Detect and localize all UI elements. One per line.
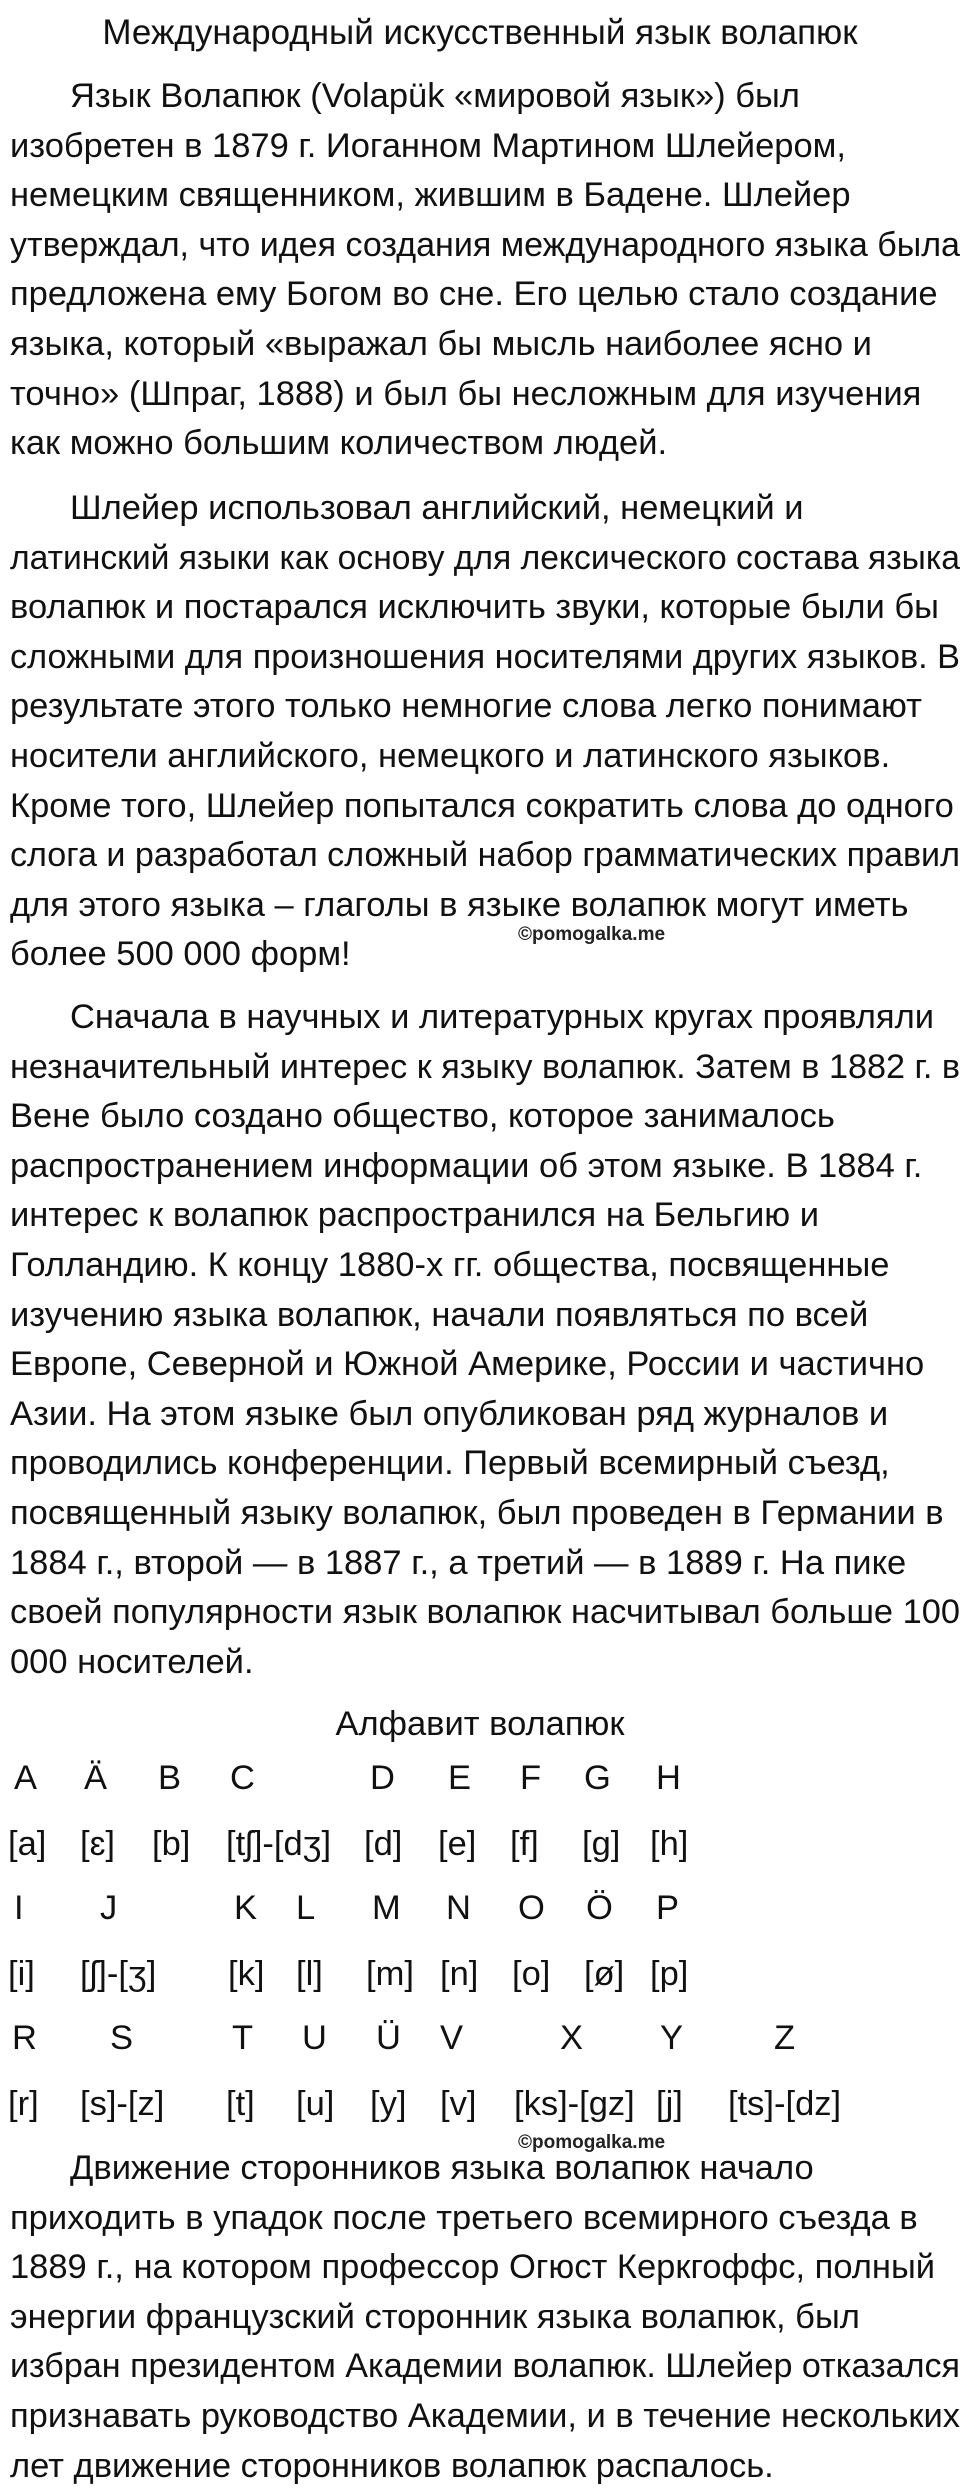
- alphabet-letter: R: [12, 2019, 37, 2057]
- alphabet-sound: [tʃ]-[dʒ]: [226, 1825, 332, 1863]
- paragraph-line: интерес к волапюк распространился на Бельгию и: [10, 1196, 820, 1235]
- alphabet-sound: [d]: [364, 1825, 403, 1863]
- paragraph-line: предложена ему Богом во сне. Его целью стало создание: [10, 275, 938, 314]
- paragraph-line: своей популярности язык волапюк насчитывал больше 100: [10, 1593, 960, 1632]
- alphabet-sound: [l]: [296, 1955, 323, 1993]
- paragraph-line: проводились конференции. Первый всемирный съезд,: [10, 1444, 890, 1483]
- alphabet-title: Алфавит волапюк: [335, 1705, 625, 1743]
- paragraph-line: более 500 000 форм!: [10, 935, 351, 974]
- paragraph-line: Кроме того, Шлейер попытался сократить слова до одного: [10, 786, 954, 825]
- paragraph-line: изобретен в 1879 г. Иоганном Мартином Шлейером,: [10, 126, 846, 165]
- alphabet-sound: [n]: [440, 1955, 479, 1993]
- alphabet-sound: [t]: [226, 2085, 255, 2123]
- watermark: ©pomogalka.me: [518, 2132, 666, 2153]
- alphabet-letter: O: [518, 1889, 545, 1927]
- alphabet-letter: B: [158, 1759, 182, 1797]
- paragraph-line: 1884 г., второй — в 1887 г., а третий — в 1889 г. На пике: [10, 1543, 907, 1582]
- alphabet-letter: U: [302, 2019, 327, 2057]
- alphabet-letter: M: [372, 1889, 401, 1927]
- alphabet-sound: [p]: [650, 1955, 689, 1993]
- alphabet-sound: [g]: [582, 1825, 621, 1863]
- paragraph-line: слога и разработал сложный набор грамматических правил: [10, 836, 960, 875]
- paragraph-line: Европе, Северной и Южной Америке, России и частично: [10, 1345, 925, 1384]
- alphabet-sound: [e]: [438, 1825, 477, 1863]
- paragraph-line: для этого языка – глаголы в языке волапюк могут иметь: [10, 885, 909, 924]
- paragraph-line: распространением информации об этом языке. В 1884 г.: [10, 1146, 923, 1185]
- alphabet-letter: A: [14, 1759, 38, 1797]
- watermark: ©pomogalka.me: [518, 924, 666, 945]
- paragraph-line: Азии. На этом языке был опубликован ряд журналов и: [10, 1394, 889, 1433]
- paragraph-line: признавать руководство Академии, и в течение нескольких: [10, 2396, 960, 2435]
- paragraph-line: посвященный языку волапюк, был проведен в Германии в: [10, 1493, 944, 1532]
- paragraph-line: Вене было создано общество, которое занималось: [10, 1097, 835, 1136]
- paragraph-4: [10, 2144, 960, 2491]
- paragraph-line: как можно большим количеством людей.: [10, 424, 668, 463]
- alphabet-sound: [u]: [296, 2085, 335, 2123]
- paragraph-line: Сначала в научных и литературных кругах проявляли: [70, 998, 935, 1036]
- alphabet-letter: Ü: [376, 2019, 401, 2057]
- alphabet-sound: [k]: [228, 1955, 265, 1993]
- alphabet-letter: P: [656, 1889, 680, 1927]
- paragraph-line: 1889 г., на котором профессор Огюст Керкгоффс, полный: [10, 2248, 936, 2287]
- paragraph-line: незначительный интерес к языку волапюк. Затем в 1882 г. в: [10, 1047, 960, 1086]
- alphabet-letter: I: [14, 1889, 24, 1927]
- paragraph-line: приходить в упадок после третьего всемирного съезда в: [10, 2198, 918, 2237]
- alphabet-sound: [y]: [370, 2085, 407, 2123]
- paragraph-line: Язык Волапюк (Volapük «мировой язык») был: [70, 77, 800, 115]
- paragraph-line: утверждал, что идея создания международного языка была: [10, 225, 960, 264]
- paragraph-line: волапюк и постарался исключить звуки, которые были бы: [10, 588, 939, 627]
- alphabet-letter: S: [110, 2019, 134, 2057]
- paragraph-2: [10, 484, 960, 980]
- alphabet-sound: [ʃ]-[ʒ]: [80, 1955, 157, 1993]
- paragraph-line: избран президентом Академии волапюк. Шлейер отказался: [10, 2347, 960, 2386]
- alphabet-sound: [a]: [8, 1825, 47, 1863]
- alphabet-letter: X: [560, 2019, 584, 2057]
- paragraph-line: 000 носителей.: [10, 1642, 254, 1681]
- alphabet-letter: D: [370, 1759, 395, 1797]
- paragraph-line: энергии французский сторонник языка волапюк, был: [10, 2297, 860, 2336]
- alphabet-sound: [j]: [656, 2085, 683, 2123]
- paragraph-line: Голландию. К концу 1880-х гг. общества, посвященные: [10, 1245, 890, 1284]
- paragraph-line: точно» (Шпраг, 1888) и был бы несложным для изучения: [10, 374, 922, 413]
- alphabet-sound: [ɛ]: [80, 1825, 115, 1863]
- alphabet-letter: F: [520, 1759, 542, 1797]
- alphabet-sound: [ts]-[dz]: [728, 2085, 842, 2123]
- alphabet-sound: [h]: [650, 1825, 689, 1863]
- paragraph-line: носители английского, немецкого и латинского языков.: [10, 736, 891, 775]
- alphabet-sound: [o]: [512, 1955, 551, 1993]
- alphabet-letter: E: [448, 1759, 472, 1797]
- alphabet-letter: K: [234, 1889, 258, 1927]
- alphabet-sound: [f]: [510, 1825, 539, 1863]
- alphabet-letter: C: [230, 1759, 255, 1797]
- alphabet-letter: G: [584, 1759, 611, 1797]
- paragraph-3: [10, 993, 960, 1687]
- alphabet-letter: N: [446, 1889, 471, 1927]
- alphabet-letter: T: [232, 2019, 254, 2057]
- alphabet-sound: [v]: [440, 2085, 477, 2123]
- alphabet-letter: L: [296, 1889, 316, 1927]
- alphabet-letter: J: [100, 1889, 118, 1927]
- alphabet-letter: V: [440, 2019, 464, 2057]
- alphabet-sound: [i]: [8, 1955, 35, 1993]
- alphabet-letter: H: [656, 1759, 681, 1797]
- alphabet-sound: [ks]-[gz]: [514, 2085, 635, 2123]
- paragraph-line: сложными для произношения носителями других языков. В: [10, 637, 960, 676]
- paragraph-line: изучению языка волапюк, начали появляться по всей: [10, 1295, 869, 1334]
- alphabet-sound: [s]-[z]: [80, 2085, 165, 2123]
- paragraph-line: языка, который «выражал бы мысль наиболее ясно и: [10, 324, 872, 363]
- alphabet-letter: Y: [660, 2019, 684, 2057]
- alphabet-sound: [b]: [152, 1825, 191, 1863]
- paragraph-line: Движение сторонников языка волапюк начало: [70, 2149, 814, 2187]
- paragraph-1: [10, 72, 960, 469]
- paragraph-line: лет движение сторонников волапюк распалось.: [10, 2446, 774, 2485]
- paragraph-line: Шлейер использовал английский, немецкий и: [70, 489, 804, 527]
- alphabet-letter: Z: [774, 2019, 796, 2057]
- paragraph-line: немецким священником, жившим в Бадене. Шлейер: [10, 176, 851, 215]
- alphabet-sound: [r]: [8, 2085, 39, 2123]
- alphabet-letter: Ä: [84, 1759, 108, 1797]
- alphabet-sound: [ø]: [584, 1955, 625, 1993]
- paragraph-line: латинский языки как основу для лексического состава языка: [10, 538, 960, 577]
- paragraph-line: результате этого только немногие слова легко понимают: [10, 687, 922, 726]
- alphabet-sound: [m]: [366, 1955, 414, 1993]
- alphabet-letter: Ö: [586, 1889, 613, 1927]
- document-title: Международный искусственный язык волапюк: [102, 13, 858, 52]
